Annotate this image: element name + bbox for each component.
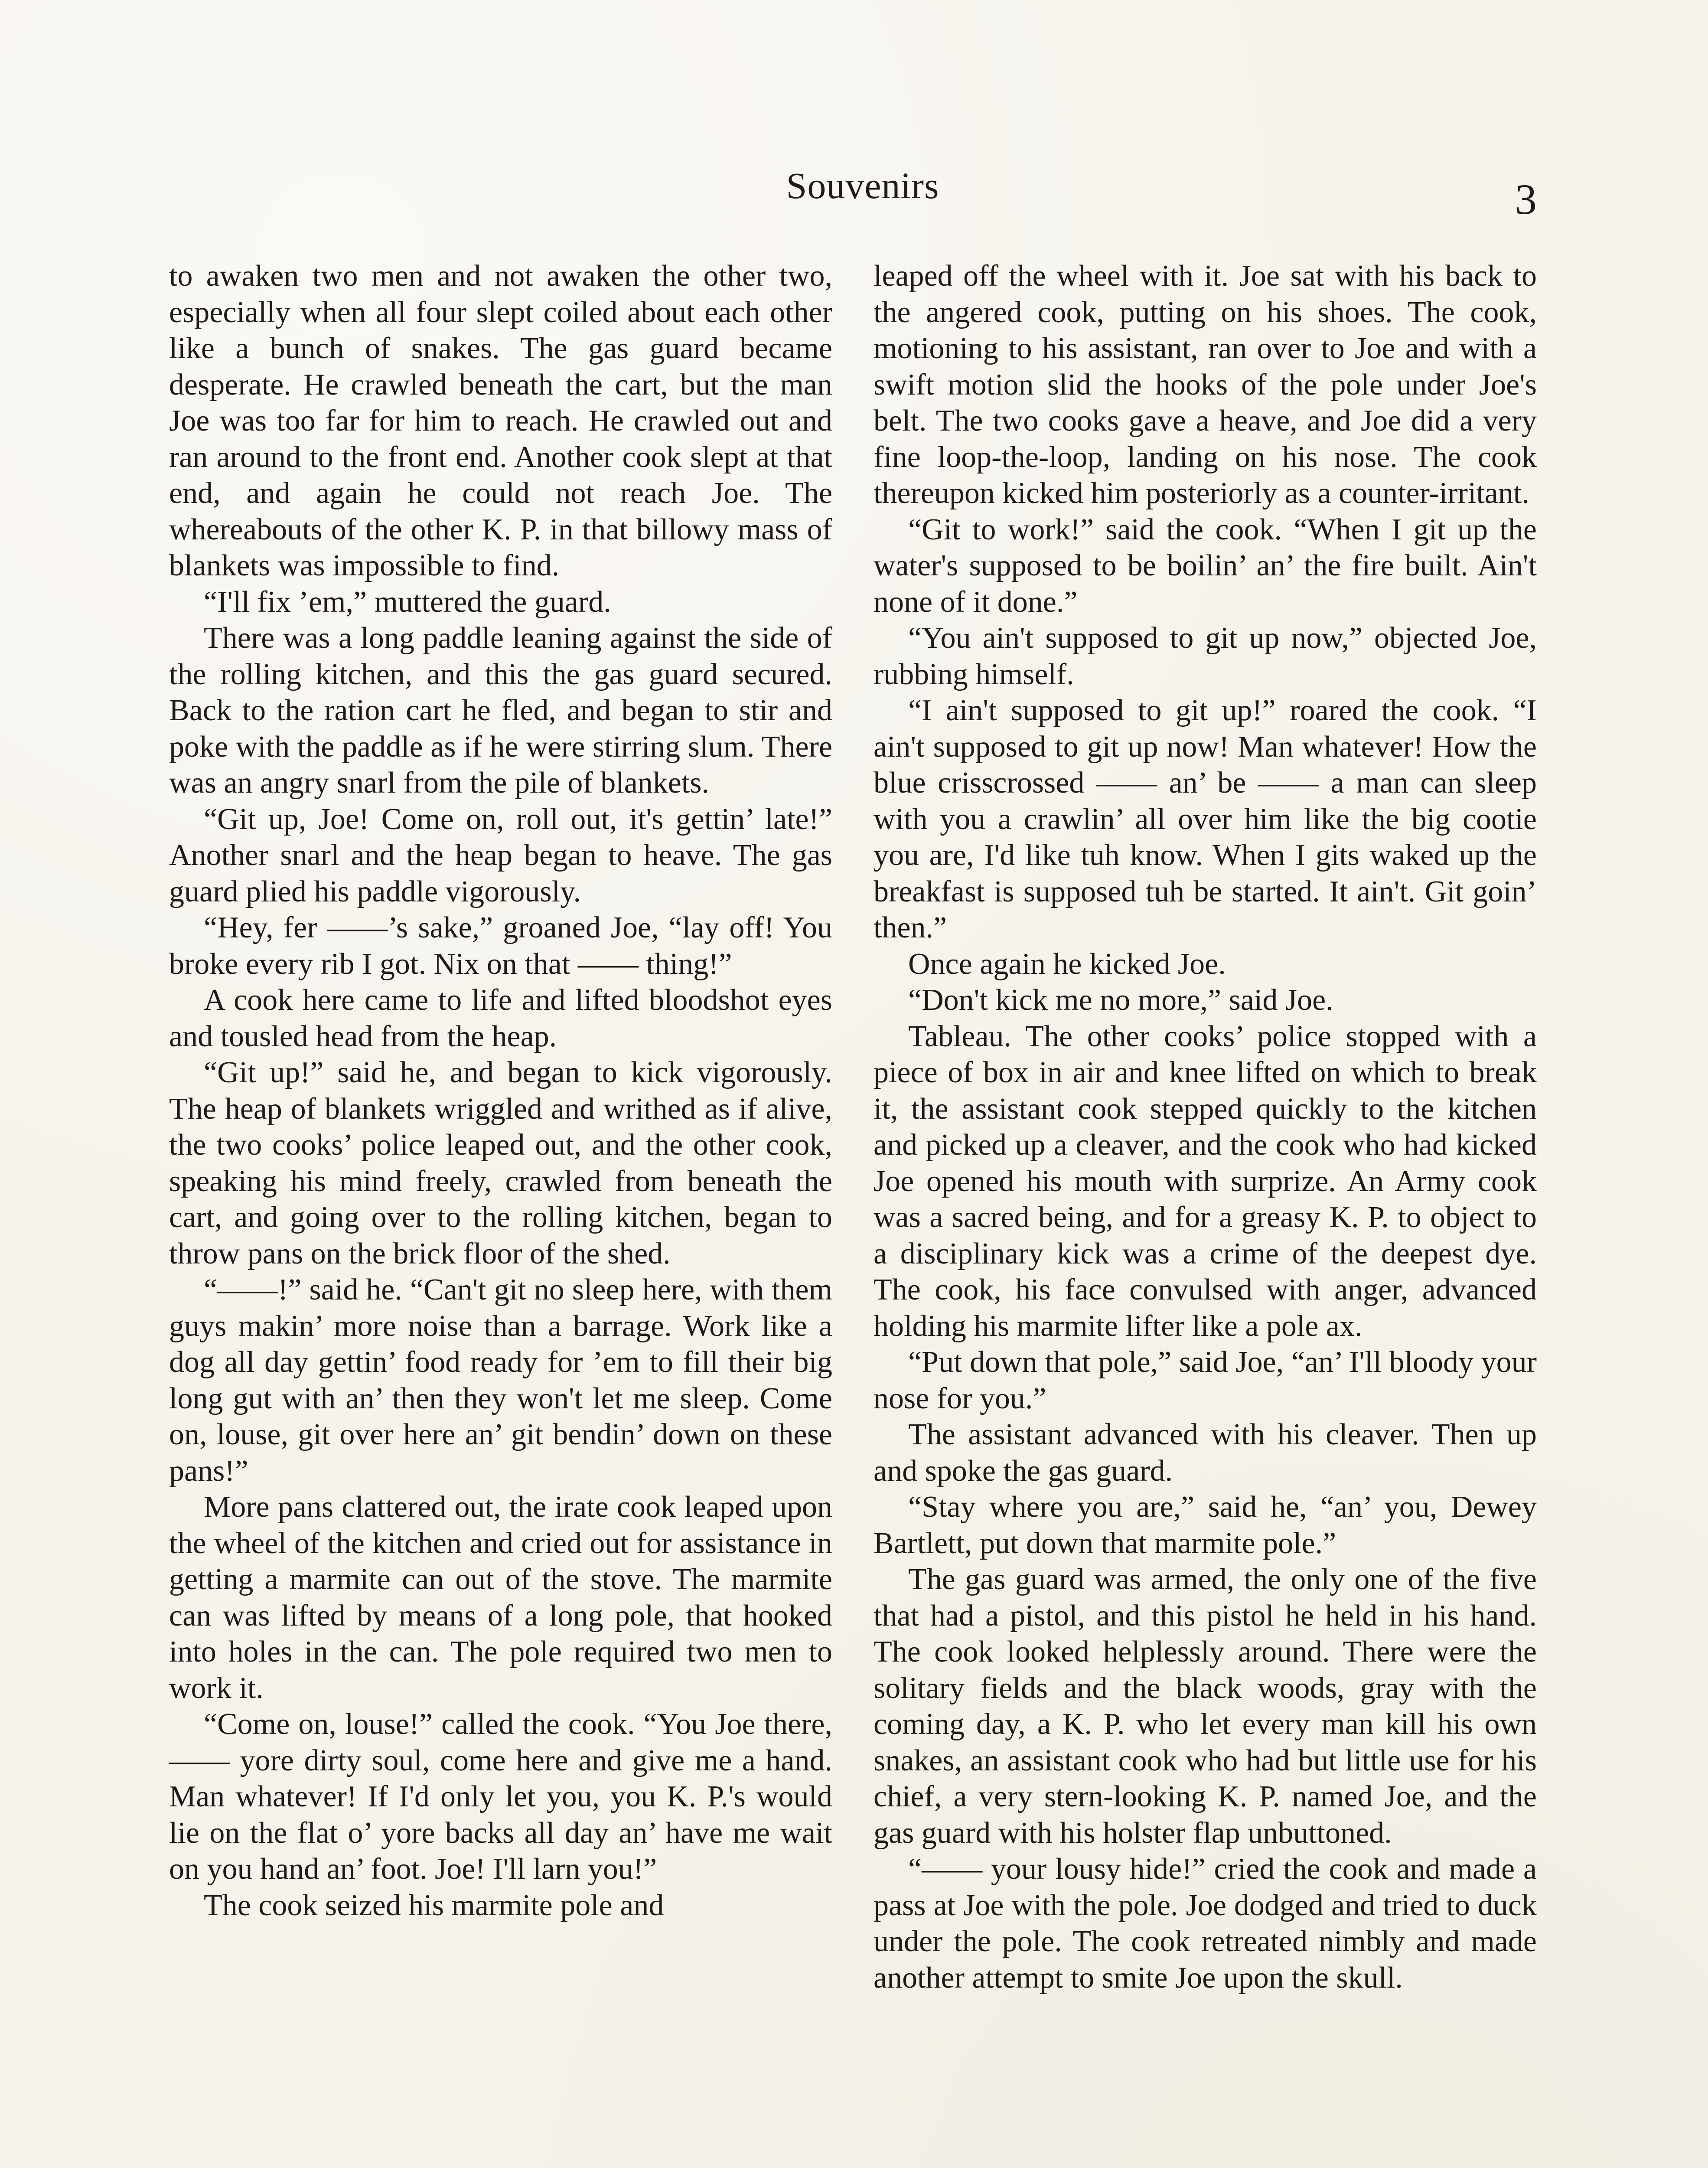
left-paragraph-8: “——!” said he. “Can't git no sleep here, with them guys makin’ more noise than a barrage. Work like a dog all day gettin’ food ready for ’em to fill their big long gut with an’ then they won't let me sleep. Come on, louse, git over here an’ git bendin’ down on these pans!”	[169, 1273, 832, 1488]
right-paragraph-2: “Git to work!” said the cook. “When I git up the water's supposed to be boilin’ an’ the fire built. Ain't none of it done.”	[874, 513, 1537, 619]
left-text-column	[169, 258, 832, 2168]
right-paragraph-11: The gas guard was armed, the only one of the five that had a pistol, and this pistol he held in his hand. The cook looked helplessly around. There were the solitary fields and the black woods, gray with the coming day, a K. P. who let every man kill his own snakes, an assistant cook who had but little use for his chief, a very stern-looking K. P. named Joe, and the gas guard with his holster flap unbuttoned.	[874, 1563, 1537, 1850]
left-paragraph-5: “Hey, fer ——’s sake,” groaned Joe, “lay off! You broke every rib I got. Nix on that —— thing!”	[169, 911, 832, 981]
left-paragraph-6: A cook here came to life and lifted bloodshot eyes and tousled head from the heap.	[169, 983, 832, 1053]
right-paragraph-3: “You ain't supposed to git up now,” objected Joe, rubbing himself.	[874, 621, 1537, 691]
right-paragraph-6: “Don't kick me no more,” said Joe.	[908, 983, 1333, 1017]
running-head-title: Souvenirs	[786, 165, 939, 206]
left-paragraph-1: to awaken two men and not awaken the other two, especially when all four slept coiled about each other like a bunch of snakes. The gas guard became desperate. He crawled beneath the cart, but the man Joe was too far for him to reach. He crawled out and ran around to the front end. Another cook slept at that end, and again he could not reach Joe. The whereabouts of the other K. P. in that billowy mass of blankets was impossible to find.	[169, 259, 832, 582]
left-paragraph-4: “Git up, Joe! Come on, roll out, it's gettin’ late!” Another snarl and the heap began to heave. The gas guard plied his paddle vigorously.	[169, 802, 832, 908]
right-paragraph-9: The assistant advanced with his cleaver. Then up and spoke the gas guard.	[874, 1418, 1537, 1488]
left-paragraph-11: The cook seized his marmite pole and	[204, 1888, 664, 1922]
left-paragraph-7: “Git up!” said he, and began to kick vigorously. The heap of blankets wriggled and writhed as if alive, the two cooks’ police leaped out, and the other cook, speaking his mind freely, crawled from beneath the cart, and going over to the rolling kitchen, began to throw pans on the brick floor of the shed.	[169, 1056, 832, 1270]
right-paragraph-1: leaped off the wheel with it. Joe sat with his back to the angered cook, putting on his shoes. The cook, motioning to his assistant, ran over to Joe and with a swift motion slid the hooks of the pole under Joe's belt. The two cooks gave a heave, and Joe did a very fine loop-the-loop, landing on his nose. The cook thereupon kicked him posteriorly as a counter-irritant.	[874, 259, 1537, 510]
left-paragraph-9: More pans clattered out, the irate cook leaped upon the wheel of the kitchen and cried out for assistance in getting a marmite can out of the stove. The marmite can was lifted by means of a long pole, that hooked into holes in the can. The pole required two men to work it.	[169, 1490, 832, 1705]
right-paragraph-7: Tableau. The other cooks’ police stopped with a piece of box in air and knee lifted on which to break it, the assistant cook stepped quickly to the kitchen and picked up a cleaver, and the cook who had kicked Joe opened his mouth with surprize. An Army cook was a sacred being, and for a greasy K. P. to object to a disciplinary kick was a crime of the deepest dye. The cook, his face convulsed with anger, advanced holding his marmite lifter like a pole ax.	[874, 1019, 1537, 1343]
right-paragraph-5: Once again he kicked Joe.	[908, 947, 1226, 981]
right-paragraph-4: “I ain't supposed to git up!” roared the cook. “I ain't supposed to git up now! Man whatever! How the blue crisscrossed —— an’ be —— a man can sleep with you a crawlin’ all over him like the big cootie you are, I'd like tuh know. When I gits waked up the breakfast is supposed tuh be started. It ain't. Git goin’ then.”	[874, 694, 1537, 944]
left-paragraph-10: “Come on, louse!” called the cook. “You Joe there, —— yore dirty soul, come here and give me a hand. Man whatever! If I'd only let you, you K. P.'s would lie on the flat o’ yore backs all day an’ have me wait on you hand an’ foot. Joe! I'll larn you!”	[169, 1708, 832, 1886]
right-paragraph-12: “—— your lousy hide!” cried the cook and made a pass at Joe with the pole. Joe dodged and tried to duck under the pole. The cook retreated nimbly and made another attempt to smite Joe upon the skull.	[874, 1852, 1537, 1995]
page-number: 3	[1515, 175, 1537, 223]
left-paragraph-2: “I'll fix ’em,” muttered the guard.	[204, 585, 611, 619]
right-paragraph-10: “Stay where you are,” said he, “an’ you, Dewey Bartlett, put down that marmite pole.”	[874, 1490, 1537, 1560]
right-paragraph-8: “Put down that pole,” said Joe, “an’ I'll bloody your nose for you.”	[874, 1345, 1537, 1415]
left-paragraph-3: There was a long paddle leaning against the side of the rolling kitchen, and this the gas guard secured. Back to the ration cart he fled, and began to stir and poke with the paddle as if he were stirring slum. There was an angry snarl from the pile of blankets.	[169, 621, 832, 800]
right-text-column	[874, 258, 1537, 2168]
